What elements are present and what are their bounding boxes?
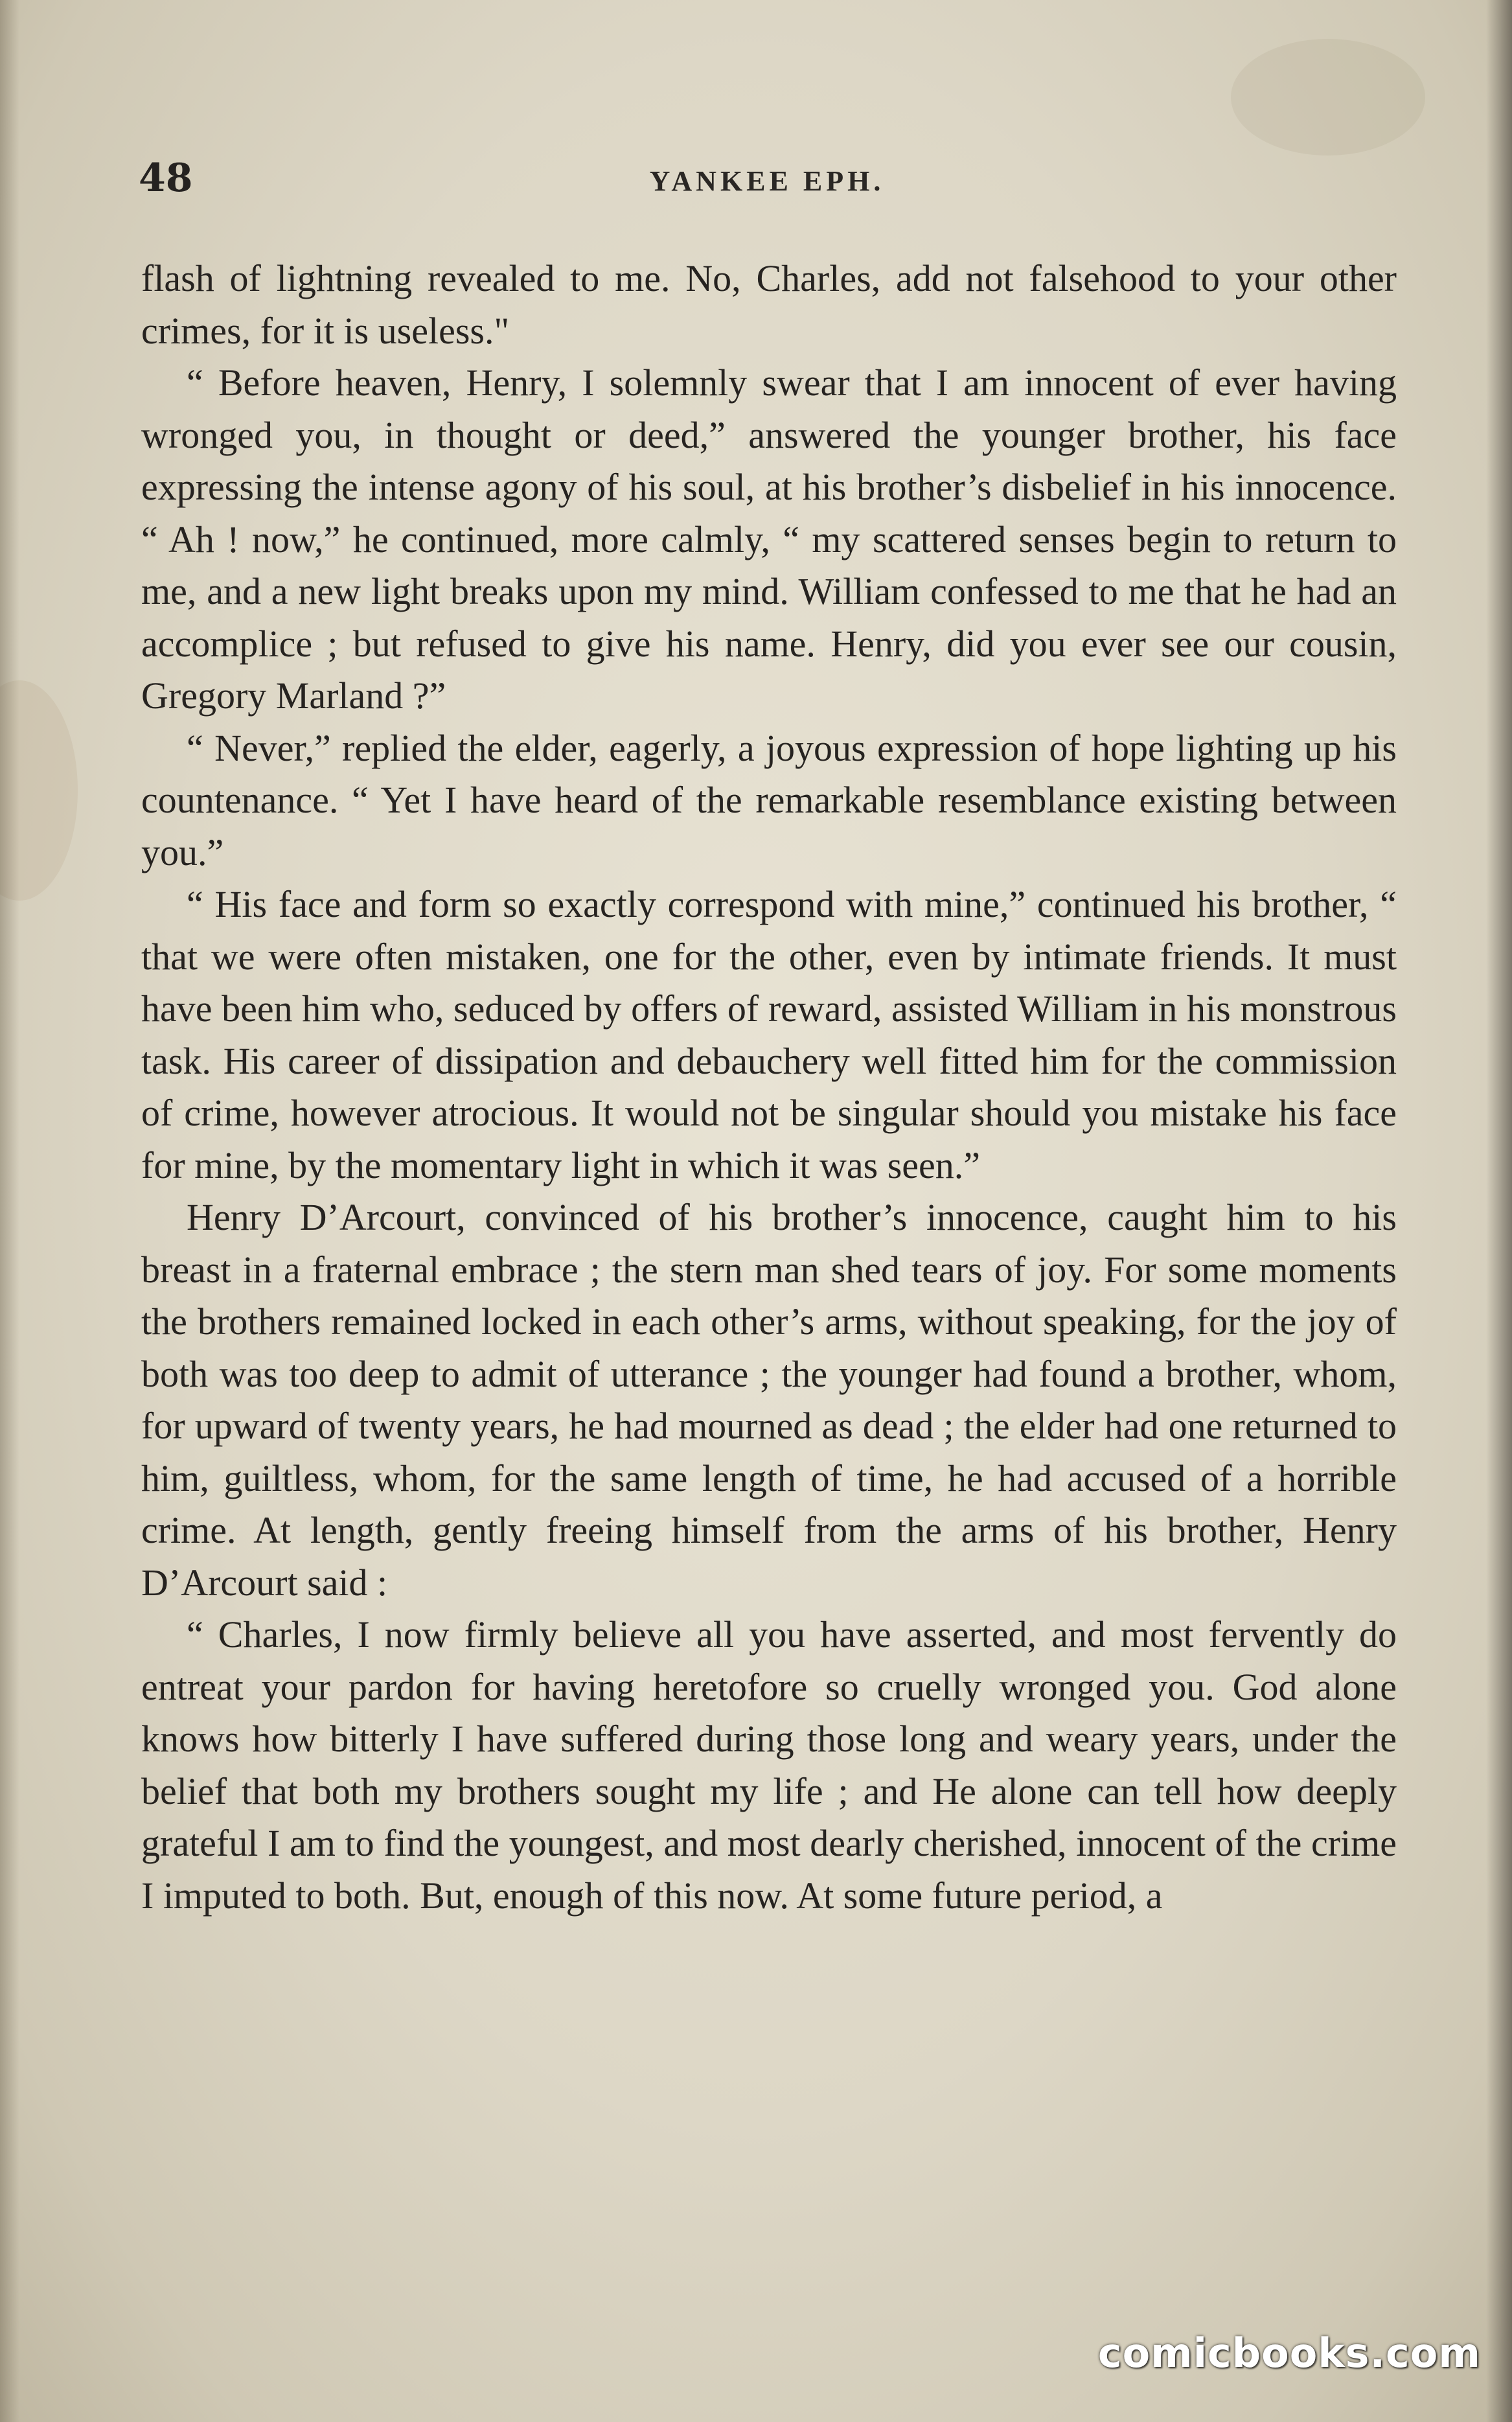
paragraph: “ Charles, I now firmly believe all you have asserted, and most fervently do entreat your pardon for having heretofore so cruelly wronged you. God alone knows how bitterly I have suffered during those long and weary years, under the belief that both my brothers sought my life ; and He alone can tell how deeply grateful I am to find the youngest, and most dearly cherished, innocent of the crime I imputed to both. But, enough of this now. At some future period, a bbox=[141, 1613, 1397, 1917]
body-text bbox=[141, 253, 1397, 1922]
paragraph: Henry D’Arcourt, convinced of his brother’s innocence, caught him to his breast in a fraternal embrace ; the stern man shed tears of joy. For some moments the brothers remained locked in each other’s arms, without speaking, for the joy of both was too deep to admit of utterance ; the younger had found a brother, whom, for upward of twenty years, he had mourned as dead ; the elder had one returned to him, guiltless, whom, for the same length of time, he had accused of a horrible crime. At length, gently freeing himself from the arms of his brother, Henry D’Arcourt said : bbox=[141, 1196, 1397, 1604]
running-head: YANKEE EPH. bbox=[649, 165, 885, 197]
page-header bbox=[139, 156, 1395, 207]
paragraph: “ Before heaven, Henry, I solemnly swear that I am innocent of ever having wronged you, in thought or deed,” answered the younger brother, his face expressing the intense agony of his soul, at his brother’s disbelief in his innocence. “ Ah ! now,” he continued, more calmly, “ my scattered senses begin to return to me, and a new light breaks upon my mind. William confessed to me that he had an accomplice ; but refused to give his name. Henry, did you ever see our cousin, Gregory Marland ?” bbox=[141, 362, 1397, 717]
watermark: comicbooks.com bbox=[1097, 2329, 1481, 2377]
paragraph: “ His face and form so exactly correspond with mine,” continued his brother, “ that we were often mistaken, one for the other, even by intimate friends. It must have been him who, seduced by offers of reward, assisted William in his monstrous task. His career of dissipation and debauchery well fitted him for the commission of crime, however atrocious. It would not be singular should you mistake his face for mine, by the momentary light in which it was seen.” bbox=[141, 883, 1397, 1186]
paragraph: flash of lightning revealed to me. No, Charles, add not falsehood to your other crimes, for it is useless." bbox=[141, 257, 1397, 352]
page-number: 48 bbox=[139, 156, 193, 201]
page-edge-left bbox=[0, 0, 19, 2422]
paper-stain bbox=[1231, 39, 1425, 156]
paragraph: “ Never,” replied the elder, eagerly, a joyous expression of hope lighting up his countenance. “ Yet I have heard of the remarkable resemblance existing between you.” bbox=[141, 726, 1397, 873]
page-edge-right bbox=[1486, 0, 1512, 2422]
